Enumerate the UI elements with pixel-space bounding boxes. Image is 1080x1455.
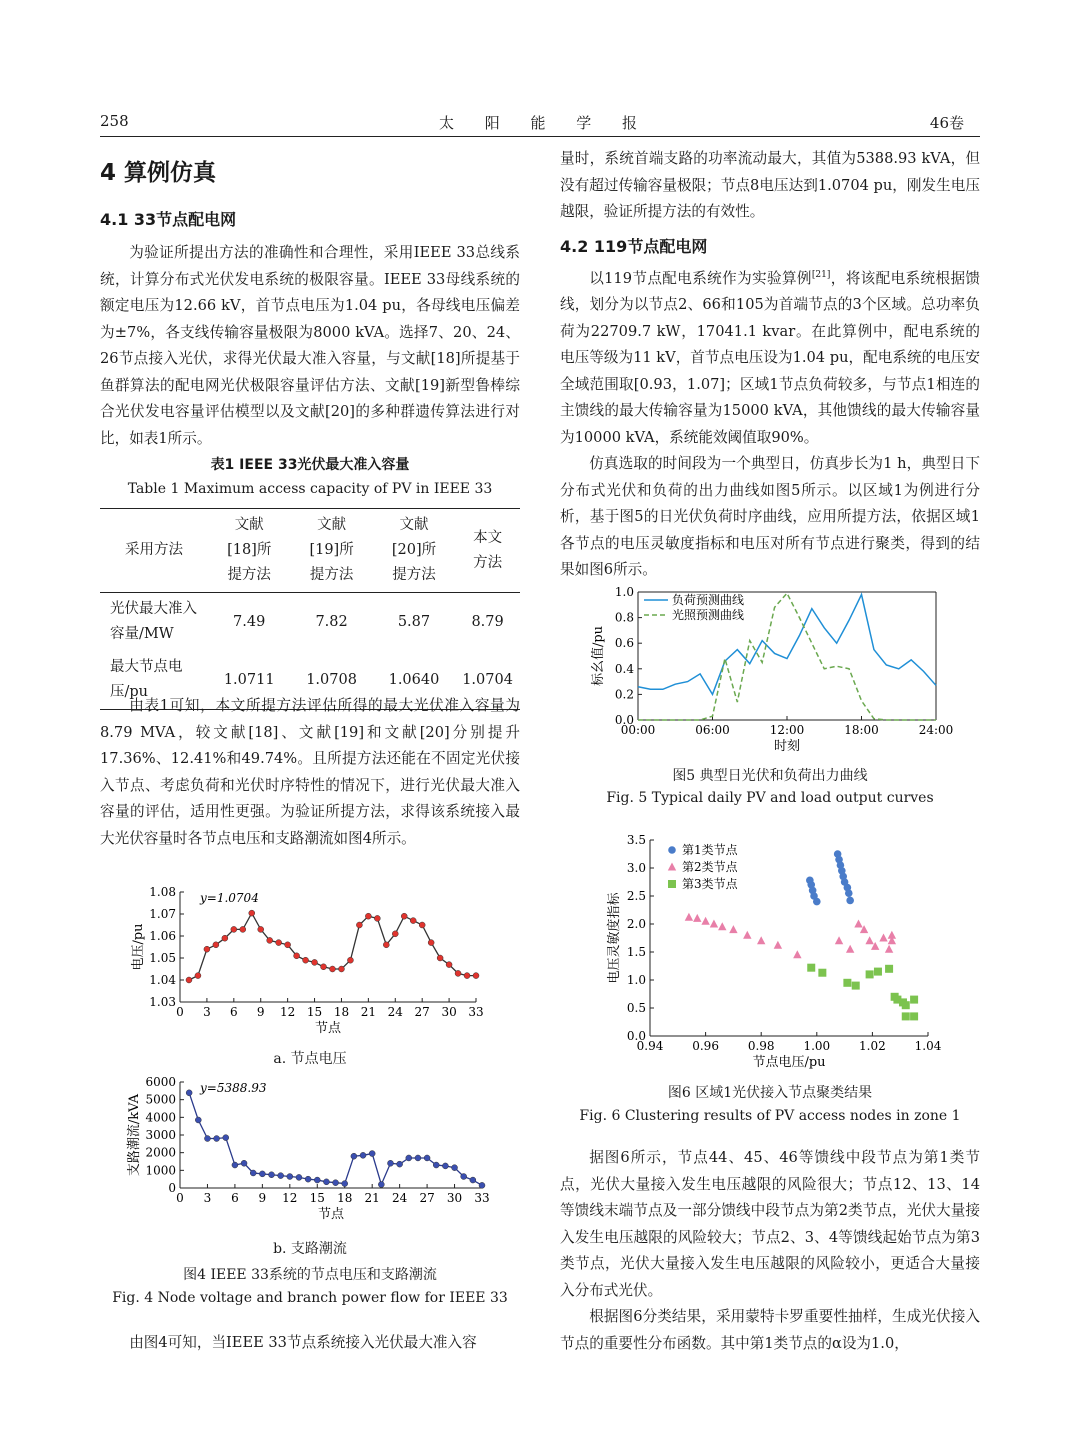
legend-swatch: [668, 863, 676, 871]
fig4a-subcaption: a. 节点电压: [273, 1051, 347, 1067]
section-title: 4 算例仿真: [100, 160, 217, 186]
data-point: [312, 959, 318, 965]
paragraph-text-part: ，将该配电系统根据馈线，划分为以节点2、66和105为首端节点的3个区域。总功率负荷为22709.7 kW，17041.1 kvar。在此算例中，配电系统的电压等级为11 kV，首节点电压设为1.04 pu，配电系统的电压安全域范围取[0.93，1.07]；区域1节点负荷较多，与节点1相连的主馈线的最大传输容量为15000 kVA，其他馈线的最大传输容量为10000 kVA，系统能效阈值取90%。: [560, 269, 980, 446]
paragraph-text: [560, 262, 980, 451]
y-tick-label: 4000: [145, 1110, 176, 1125]
legend-swatch: [668, 880, 676, 888]
citation-ref[interactable]: [21]: [811, 270, 831, 280]
fig6-caption-en: Fig. 6 Clustering results of PV access nodes in zone 1: [579, 1108, 961, 1124]
data-point: [223, 1135, 229, 1141]
y-tick-label: 0.8: [614, 610, 634, 625]
legend-label: 负荷预测曲线: [672, 593, 745, 607]
table-cell: 5.87: [397, 613, 431, 630]
x-tick-label: 6: [231, 1191, 239, 1205]
x-axis-title: 节点: [317, 1207, 345, 1222]
data-point: [250, 1170, 256, 1176]
table-cell: 1.0711: [223, 671, 275, 688]
data-point: [374, 915, 380, 921]
x-axis-title: 节点电压/pu: [752, 1055, 826, 1070]
left-paragraph-1: [100, 240, 520, 452]
data-point: [446, 962, 452, 968]
legend-label: 第3类节点: [682, 877, 738, 891]
data-point: [718, 922, 726, 930]
table1-caption-en: Table 1 Maximum access capacity of PV in IEEE 33: [127, 481, 493, 497]
x-tick-label: 12: [282, 1191, 298, 1205]
x-tick-label: 33: [474, 1191, 490, 1205]
x-tick-label: 3: [203, 1191, 212, 1205]
data-point: [874, 968, 882, 976]
data-point: [843, 979, 851, 987]
table-header-cell: 文献[18]所提方法: [208, 509, 290, 593]
table-cell: 7.82: [315, 613, 348, 630]
legend-label: 第1类节点: [682, 843, 738, 857]
y-tick-label: 1000: [145, 1163, 176, 1178]
y-tick-label: 1.0: [614, 585, 634, 599]
data-point: [232, 1162, 238, 1168]
y-axis-title: 标幺值/pu: [591, 625, 606, 687]
data-point: [852, 982, 860, 990]
y-tick-label: 2.0: [626, 917, 646, 931]
x-tick-label: 0.94: [636, 1039, 664, 1053]
table-header-row: [100, 509, 520, 593]
x-tick-label: 9: [256, 1005, 265, 1019]
paragraph-text: 为验证所提出方法的准确性和合理性，采用IEEE 33总线系统，计算分布式光伏发电系统的极限容量。IEEE 33母线系统的额定电压为12.66 kV，首节点电压为1.04 pu，各母线电压偏差为±7%，各支线传输容量极限为8000 kVA。选择7、20、24、26节点接入光伏，求得光伏最大准入容量，与文献[18]所提基于鱼群算法的配电网光伏极限容量评估方法、文献[19]新型鲁棒综合光伏发电容量评估模型以及文献[20]的多种群遗传算法进行对比，如表1所示。: [100, 244, 520, 447]
x-tick-label: 12:00: [769, 723, 805, 737]
data-point: [455, 970, 461, 976]
x-tick-label: 18: [333, 1005, 350, 1019]
data-point: [204, 946, 210, 952]
data-point: [428, 940, 434, 946]
table-cell: 1.0704: [462, 671, 513, 688]
x-tick-label: 0: [176, 1005, 184, 1019]
x-tick-label: 1.04: [914, 1039, 942, 1053]
data-point: [314, 1177, 320, 1183]
volume-label: 46卷: [929, 114, 964, 132]
fig5-chart: [560, 578, 980, 763]
y-tick-label: 1.03: [149, 995, 176, 1009]
x-tick-label: 0: [176, 1191, 184, 1205]
table-row-label: 光伏最大准入容量/MW: [110, 601, 197, 642]
y-tick-label: 2.5: [626, 889, 646, 903]
right-paragraph-2: [560, 262, 980, 584]
data-point: [885, 945, 893, 953]
data-point: [845, 889, 853, 897]
data-point: [437, 955, 443, 961]
data-point: [424, 1155, 430, 1161]
paragraph-text: 根据图6分类结果，采用蒙特卡罗重要性抽样，生成光伏接入节点的重要性分布函数。其中第1类节点的α设为1.0，: [560, 1308, 980, 1352]
series-line: [189, 1093, 482, 1186]
data-point: [365, 913, 371, 919]
x-tick-label: 18:00: [844, 723, 879, 737]
x-tick-label: 15: [306, 1005, 323, 1019]
table-cell: 1.0708: [306, 671, 357, 688]
x-tick-label: 33: [468, 1005, 484, 1019]
data-point: [419, 922, 425, 928]
data-point: [186, 977, 192, 983]
data-point: [818, 969, 826, 977]
y-tick-label: 0.5: [626, 1001, 646, 1015]
data-point: [410, 918, 416, 924]
data-point: [240, 926, 246, 932]
data-point: [879, 934, 887, 942]
data-point: [342, 1181, 348, 1187]
paragraph-text: 由表1可知，本文所提方法评估所得的最大光伏准入容量为8.79 MVA，较文献[18]、文献[19]和文献[20]分别提升17.36%、12.41%和49.74%。且所提方法还能在不固定光伏接入节点、考虑负荷和光伏时序特性的情况下，进行光伏最大准入容量的评估，适用性更强。为验证所提方法，求得该系统接入最大光伏容量时各节点电压和支路潮流如图4所示。: [100, 697, 520, 847]
y-tick-label: 0.0: [626, 1029, 646, 1043]
y-tick-label: 3.5: [626, 833, 646, 847]
header-rule: [100, 136, 980, 137]
paragraph-text-part: 以119节点配电系统作为实验算例: [589, 269, 812, 287]
data-point: [195, 973, 201, 979]
x-tick-label: 0.96: [692, 1039, 719, 1053]
x-axis-title: 时刻: [773, 739, 801, 754]
data-point: [195, 1117, 201, 1123]
table-row-label: 最大节点电压/pu: [110, 659, 183, 700]
left-paragraph-3: [100, 1330, 520, 1357]
x-axis-title: 节点: [314, 1021, 342, 1036]
data-point: [910, 996, 918, 1004]
paragraph-text: 仿真选取的时间段为一个典型日，仿真步长为1 h，典型日下分布式光伏和负荷的出力曲线如图5所示。以区域1为例进行分析，基于图5的日光伏负荷时序曲线，应用所提方法，依据区域1各节点的电压灵敏度指标和电压对所有节点进行聚类，得到的结果如图6所示。: [560, 455, 980, 579]
data-point: [685, 913, 693, 921]
y-tick-label: 1.5: [626, 945, 646, 959]
data-point: [866, 970, 874, 978]
y-tick-label: 1.04: [149, 973, 176, 987]
x-tick-label: 27: [414, 1005, 430, 1019]
data-point: [479, 1182, 485, 1188]
y-axis-title: 电压灵敏度指标: [607, 892, 622, 984]
data-point: [710, 920, 718, 928]
table-header-cell: 采用方法: [100, 509, 208, 593]
x-tick-label: 21: [364, 1191, 380, 1205]
fig4b-subcaption: b. 支路潮流: [273, 1241, 347, 1257]
y-tick-label: 1.0: [626, 973, 646, 987]
x-tick-label: 30: [441, 1005, 457, 1019]
data-point: [846, 945, 854, 953]
data-point: [323, 1179, 329, 1185]
data-point: [258, 926, 264, 932]
data-point: [186, 1090, 192, 1096]
data-point: [729, 925, 737, 933]
data-point: [392, 931, 398, 937]
x-tick-label: 12: [279, 1005, 296, 1019]
paragraph-text: 据图6所示，节点44、45、46等馈线中段节点为第1类节点，光伏大量接入发生电压越限的风险很大；节点12、13、14等馈线末端节点及一部分馈线中段节点为第2类节点，光伏大量接入发生电压越限的风险较大；节点2、3、4等馈线起始节点为第3类节点，光伏大量接入发生电压越限的风险较小，更适合大量接入分布式光伏。: [560, 1149, 980, 1299]
y-tick-label: 1.05: [149, 951, 176, 965]
data-point: [693, 914, 701, 922]
data-point: [406, 1155, 412, 1161]
data-point: [231, 926, 237, 932]
fig4-caption-cn: 图4 IEEE 33系统的节点电压和支路潮流: [183, 1267, 437, 1283]
data-point: [259, 1171, 265, 1177]
data-point: [813, 898, 821, 906]
x-tick-label: 24: [387, 1005, 403, 1019]
data-point: [351, 1153, 357, 1159]
legend-label: 第2类节点: [682, 860, 738, 874]
x-tick-label: 27: [419, 1191, 435, 1205]
y-tick-label: 5000: [145, 1092, 176, 1107]
paragraph-text: 由图4可知，当IEEE 33节点系统接入光伏最大准入容: [129, 1334, 477, 1351]
x-tick-label: 1.00: [803, 1039, 831, 1053]
data-point: [461, 1174, 467, 1180]
data-point: [267, 937, 273, 943]
data-point: [338, 966, 344, 972]
data-point: [321, 964, 327, 970]
data-point: [303, 957, 309, 963]
data-point: [902, 1001, 910, 1009]
data-point: [470, 1177, 476, 1183]
fig4b-chart: [100, 1070, 520, 1230]
y-tick-label: 0.2: [614, 687, 634, 702]
data-point: [433, 1162, 439, 1168]
data-point: [452, 1165, 458, 1171]
data-point: [213, 942, 219, 948]
table-cell: 8.79: [471, 613, 504, 630]
subsection-4-1-title: 4.1 33节点配电网: [100, 210, 237, 229]
right-paragraph-4: [560, 1145, 980, 1357]
page-number: 258: [100, 112, 129, 130]
data-point: [249, 910, 255, 916]
data-point: [902, 1012, 910, 1020]
data-point: [757, 936, 765, 944]
x-tick-label: 3: [203, 1005, 211, 1019]
legend-swatch: [668, 846, 676, 854]
data-point: [329, 966, 335, 972]
data-point: [204, 1136, 210, 1142]
data-point: [793, 950, 801, 958]
y-axis-title: 支路潮流/kVA: [127, 1093, 142, 1177]
paragraph-text: 量时，系统首端支路的功率流动最大，其值为5388.93 kVA，但没有超过传输容量极限；节点8电压达到1.0704 pu，刚发生电压越限，验证所提方法的有效性。: [560, 150, 980, 220]
data-point: [743, 931, 751, 939]
fig5-caption-en: Fig. 5 Typical daily PV and load output curves: [606, 790, 934, 806]
data-point: [387, 1160, 393, 1166]
data-point: [378, 1181, 384, 1187]
table-cell: 7.49: [233, 613, 266, 630]
y-tick-label: 6000: [145, 1075, 176, 1089]
data-point: [269, 1172, 275, 1178]
data-point: [305, 1176, 311, 1182]
y-tick-label: 0.4: [614, 661, 634, 676]
x-tick-label: 0.98: [747, 1039, 775, 1053]
x-tick-label: 06:00: [695, 723, 730, 737]
data-point: [397, 1161, 403, 1167]
data-point: [885, 965, 893, 973]
data-point: [285, 942, 291, 948]
y-tick-label: 2000: [145, 1145, 176, 1160]
data-point: [473, 973, 479, 979]
data-point: [415, 1155, 421, 1161]
data-point: [294, 953, 300, 959]
left-paragraph-2: [100, 693, 520, 852]
data-point: [835, 936, 843, 944]
y-tick-label: 0.0: [614, 713, 634, 727]
fig5-caption-cn: 图5 典型日光伏和负荷出力曲线: [672, 768, 868, 784]
table-cell: 1.0640: [388, 671, 440, 688]
x-tick-label: 30: [446, 1191, 463, 1205]
y-tick-label: 1.07: [149, 907, 176, 921]
table-1: [100, 508, 520, 710]
y-tick-label: 1.08: [149, 885, 176, 899]
fig6-caption-cn: 图6 区域1光伏接入节点聚类结果: [667, 1085, 873, 1101]
table-row: [100, 593, 520, 652]
data-point: [222, 935, 228, 941]
data-point: [356, 922, 362, 928]
data-point: [296, 1174, 302, 1180]
data-point: [701, 917, 709, 925]
x-tick-label: 1.02: [859, 1039, 886, 1053]
fig6-chart: [560, 826, 980, 1076]
data-point: [464, 973, 470, 979]
data-point: [854, 920, 862, 928]
journal-title: 太 阳 能 学 报: [438, 114, 642, 132]
data-point: [214, 1136, 220, 1142]
x-tick-label: 24: [391, 1191, 408, 1205]
data-point: [360, 1152, 366, 1158]
x-tick-label: 15: [309, 1191, 325, 1205]
table1-caption-cn: 表1 IEEE 33光伏最大准入容量: [210, 457, 410, 473]
data-point: [401, 913, 407, 919]
y-axis-title: 电压/pu: [131, 923, 146, 971]
x-tick-label: 24:00: [918, 723, 954, 737]
chart-annotation: y=5388.93: [200, 1081, 267, 1095]
y-tick-label: 1.06: [149, 929, 176, 943]
y-tick-label: 3.0: [626, 861, 646, 875]
table-header-cell: 本文方法: [455, 509, 520, 593]
data-point: [241, 1160, 247, 1166]
fig4-caption-en: Fig. 4 Node voltage and branch power flow for IEEE 33: [112, 1290, 508, 1306]
data-point: [910, 1012, 918, 1020]
x-tick-label: 21: [360, 1005, 377, 1019]
data-point: [276, 940, 282, 946]
y-tick-label: 0.6: [614, 636, 634, 651]
subsection-4-2-title: 4.2 119节点配电网: [560, 237, 708, 256]
y-tick-label: 0: [168, 1181, 176, 1195]
x-tick-label: 18: [337, 1191, 353, 1205]
data-point: [369, 1151, 375, 1157]
data-point: [347, 957, 353, 963]
data-point: [383, 942, 389, 948]
data-point: [442, 1163, 448, 1169]
right-paragraph-1: [560, 146, 980, 226]
table-header-cell: 文献[20]所提方法: [373, 509, 455, 593]
x-tick-label: 9: [258, 1191, 267, 1205]
data-point: [278, 1173, 284, 1179]
data-point: [846, 897, 854, 905]
data-point: [774, 941, 782, 949]
data-point: [287, 1174, 293, 1180]
data-point: [333, 1180, 339, 1186]
legend-label: 光照预测曲线: [672, 608, 745, 622]
y-tick-label: 3000: [145, 1128, 176, 1142]
fig4a-chart: [100, 880, 520, 1070]
x-tick-label: 00:00: [620, 723, 656, 737]
chart-annotation: y=1.0704: [200, 891, 259, 905]
x-tick-label: 6: [229, 1005, 238, 1019]
data-point: [807, 964, 815, 972]
data-point: [865, 936, 873, 944]
table-header-cell: 文献[19]所提方法: [290, 509, 372, 593]
